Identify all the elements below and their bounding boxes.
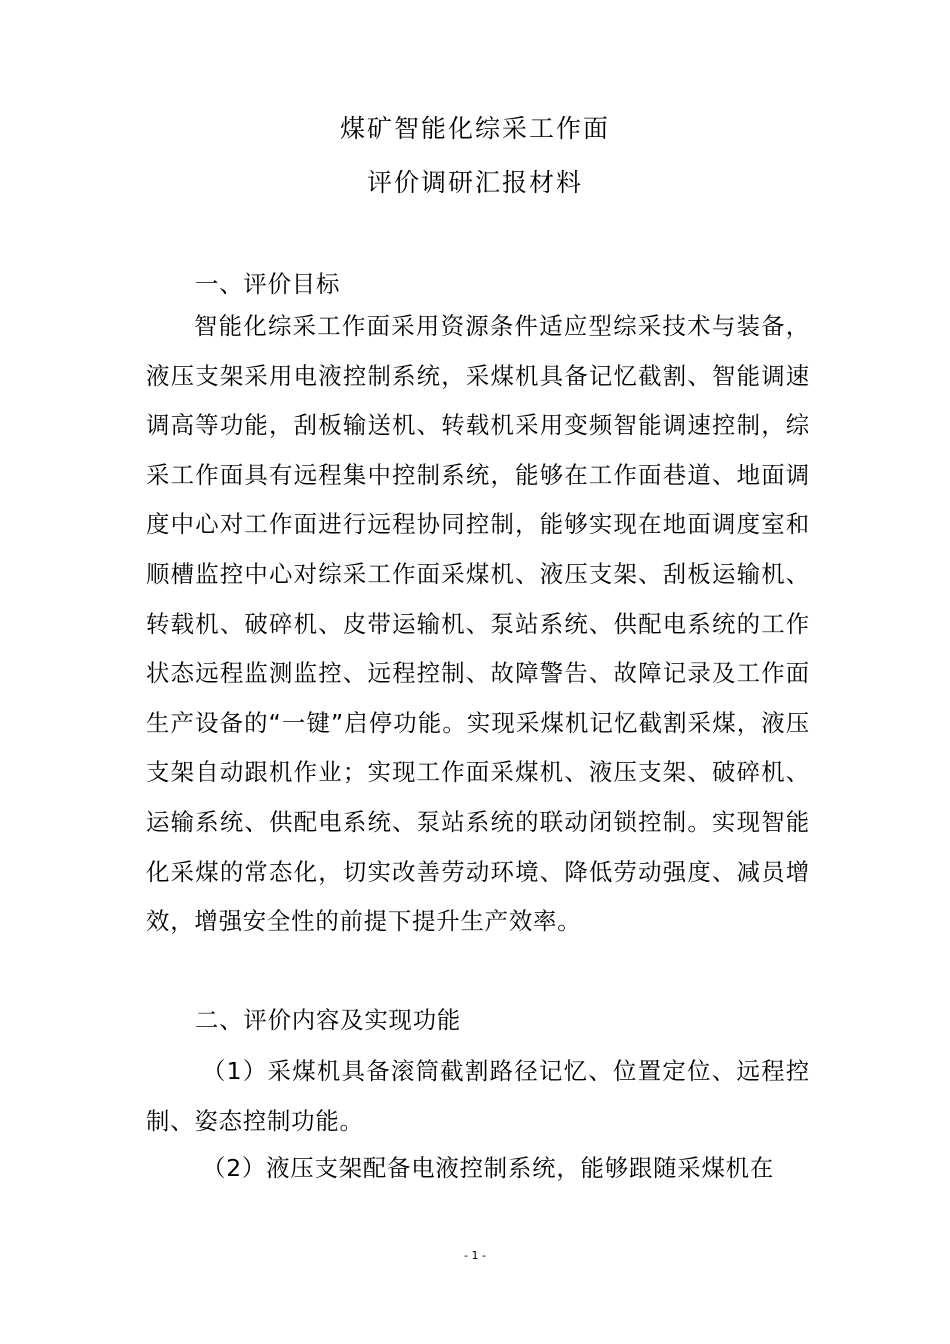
page-number: - 1 - <box>464 1249 486 1262</box>
section1-paragraph: 智能化综采工作面采用资源条件适应型综采技术与装备，液压支架采用电液控制系统，采煤机具备记忆截割、智能调速调高等功能，刮板输送机、转载机采用变频智能调速控制，综采工作面具有远程集中控制系统，能够在工作面巷道、地面调度中心对工作面进行远程协同控制，能够实现在地面调度室和顺槽监控中心对综采工作面采煤机、液压支架、刮板运输机、转载机、破碎机、皮带运输机、泵站系统、供配电系统的工作状态远程监测监控、远程控制、故障警告、故障记录及工作面生产设备的“一键”启停功能。实现采煤机记忆截割采煤，液压支架自动跟机作业；实现工作面采煤机、液压支架、破碎机、运输系统、供配电系统、泵站系统的联动闭锁控制。实现智能化采煤的常态化，切实改善劳动环境、降低劳动强度、减员增效，增强安全性的前提下提升生产效率。 <box>146 312 810 936</box>
document-title-line1: 煤矿智能化综采工作面 <box>339 114 610 143</box>
section2-item1: （1）采煤机具备滚筒截割路径记忆、位置定位、远程控制、姿态控制功能。 <box>146 1057 810 1135</box>
section1-heading: 一、评价目标 <box>195 270 341 298</box>
document-title-line2: 评价调研汇报材料 <box>366 168 583 197</box>
section2-heading: 二、评价内容及实现功能 <box>195 1006 462 1034</box>
section2-item2: （2）液压支架配备电液控制系统，能够跟随采煤机在 <box>202 1154 775 1182</box>
